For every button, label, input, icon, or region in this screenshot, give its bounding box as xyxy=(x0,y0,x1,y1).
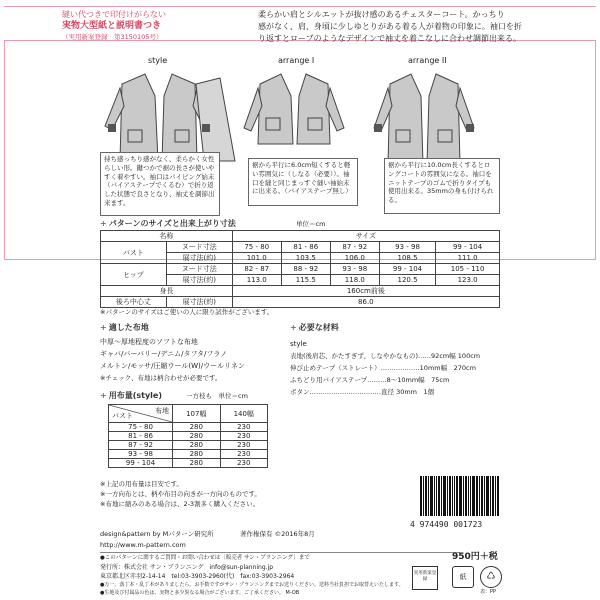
usage-unit: 一方枝も 単位＝cm xyxy=(186,392,248,400)
style-note: 持ち感っちり感がなく、柔らかく女性らしい形。鍵つかで裾の長さが使いやすく着やすい。袖口はパイピング始末（バイアステープでくるむ）で折り返した状態で良さとなり、袖丈を調節出来ます。 xyxy=(100,152,220,216)
intro-line-3: り返すとローブのようなデザインで袖丈を着こなしに合わせ調節出来る。 xyxy=(258,34,522,43)
usage-note-2: ※一方向布とは、柄や布目の向きが一方向のものです。 xyxy=(100,490,261,498)
size-col-name: 名称 xyxy=(101,231,233,242)
illustration-label-style: style xyxy=(148,56,168,65)
size-table xyxy=(100,230,500,308)
usage-col-header: 布地 バスト xyxy=(109,405,173,423)
plastic-recycle-icon: ♺ xyxy=(480,566,502,588)
barcode xyxy=(420,476,500,516)
table-row: ヒップ ヌード寸法 82 - 87 88 - 92 93 - 98 99 - 104 105 - 110 xyxy=(101,264,500,275)
table-row: 81 - 86 280 230 xyxy=(109,432,268,441)
fabric-line-2: ギャバ/バーバリー/デニム/タフタ/フラノ xyxy=(100,350,228,358)
company-info: 発行所：株式会社 サン・ブランニング info@sun-planning.jp xyxy=(100,564,274,571)
usage-note-3: ※布地に縮みのある場合は、2-3割多く購入ください。 xyxy=(100,500,260,508)
size-section-title: + パターンのサイズと出来上がり寸法 xyxy=(100,219,236,228)
materials-item-1: 表地(後肩芯、かたすぎず、しなやかなもの)……92cm幅 100cm xyxy=(290,352,481,360)
badge-line3: （実用新案登録 第3150105号） xyxy=(62,33,163,41)
size-unit: 単位＝cm xyxy=(296,220,326,228)
size-col-size: サイズ xyxy=(232,231,499,242)
table-row: 99 - 104 280 230 xyxy=(109,459,268,468)
table-row: 身長 160cm前後 xyxy=(101,286,500,297)
illustration-label-arrange2: arrange II xyxy=(408,56,447,65)
notice-color: ●生地及び付属品の色は、実物と多少異なる場合がございます。ご了承ください。 M-OB xyxy=(100,590,300,596)
usage-note-1: ※上記の用布量は目安です。 xyxy=(100,480,183,488)
arrange1-note: 裾から平行に6.0cm短くすると軽い雰囲気に（しなる（必要））。袖口を縫と同じまっすぐ縫い袖始末に出来る。（バイアステープ無し） xyxy=(248,158,358,206)
materials-section-title: + 必要な材料 xyxy=(290,323,339,332)
materials-item-3: ふちどり用バイアステープ………8〜10mm幅 75cm xyxy=(290,376,450,384)
intro-line-1: 柔らかい肩とシルエットが抜け感のあるチェスターコート。かっちり xyxy=(258,10,505,19)
barcode-number: 4 974490 001723 xyxy=(410,520,483,529)
notice-questions: ●このパターンに関するご質問・お問い合わせは〔販売者 サン・ブランニング〕まで xyxy=(100,555,310,561)
fabric-line-4: ※チェック、布地は柄合わせが必要です。 xyxy=(100,374,222,382)
table-row: 後ろ中心丈 展寸法(約) 86.0 xyxy=(101,297,500,308)
table-row: 展寸法(約) 101.0 103.5 106.0 108.5 111.0 xyxy=(101,253,500,264)
copyright: 著作権保有 ©2016年8月 xyxy=(240,530,315,538)
materials-item-2: 伸び止めテープ（ストレート）………………10mm幅 270cm xyxy=(290,364,476,372)
paper-recycle-icon: 紙 xyxy=(452,566,474,588)
coat-arrange2-illustration xyxy=(366,66,496,166)
materials-item-4: ボタン……………………………直径 30mm 1個 xyxy=(290,388,435,396)
illustration-label-arrange1: arrange I xyxy=(278,56,315,65)
table-row: 93 - 98 280 230 xyxy=(109,450,268,459)
table-row: 展寸法(約) 113.0 115.5 118.0 120.5 123.0 xyxy=(101,275,500,286)
price: 950円＋税 xyxy=(452,552,498,562)
registration-box: 実用新案登録 xyxy=(412,566,438,590)
design-credit: design&pattern by Mパターン研究所 xyxy=(100,530,214,538)
fabric-section-title: + 適した布地 xyxy=(100,323,149,332)
company-address: 東京都北区赤羽2-14-14 tel:03-3903-2960(代) fax:03-3903-2964 xyxy=(100,573,295,580)
size-footnote: ※パターンのサイズはご使いの人に限り試作がございます。 xyxy=(100,308,274,316)
usage-section-title: + 用布量(style) xyxy=(100,391,162,400)
table-row: バスト ヌード寸法 75 - 80 81 - 86 87 - 92 93 - 98 99 - 104 xyxy=(101,242,500,253)
coat-arrange1-illustration xyxy=(236,66,366,166)
top-rule xyxy=(4,6,596,7)
table-row: 75 - 80 280 230 xyxy=(109,423,268,432)
usage-table: 布地 バスト 107幅 140幅 75 - 80 280 230 81 - 86 280 230 87 - 92 280 230 93 - 98 280 230 99 - 104 280 230 xyxy=(108,404,268,468)
badge-line2: 実物大型紙と説明書つき xyxy=(62,21,162,31)
fabric-line-3: メルトン/モッサ/圧縮ウール(W)/ウールリネン xyxy=(100,362,245,370)
arrange2-note: 裾から平行に10.0cm長くするとロングコートの雰囲気になる。袖口をニットテープのゴムで折りタイプも使用出来る。35mmの身も付けられる。 xyxy=(384,158,500,214)
materials-sub: style xyxy=(290,340,307,348)
fabric-line-1: 中厚〜厚地程度のソフトな布地 xyxy=(100,338,198,346)
footer-divider xyxy=(100,552,460,553)
badge-line1: 縫い代つきで印付けがらない xyxy=(62,10,166,19)
intro-line-2: 感がなく、肩、身頃に少しゆとりがある着る人が着物の印象に。袖口を折 xyxy=(258,22,522,31)
notice-replacement: ●万一、落丁本・乱丁本がありましたら、お手数ですがサン・ブランニングまでお送りください。送料当社負担でお取替えいたします。 xyxy=(100,582,404,588)
packaging-label: 表：PP xyxy=(480,589,497,595)
website-url: http://www.m-pattern.com xyxy=(100,541,186,549)
table-row: 87 - 92 280 230 xyxy=(109,441,268,450)
coat-style-illustration xyxy=(100,66,240,166)
